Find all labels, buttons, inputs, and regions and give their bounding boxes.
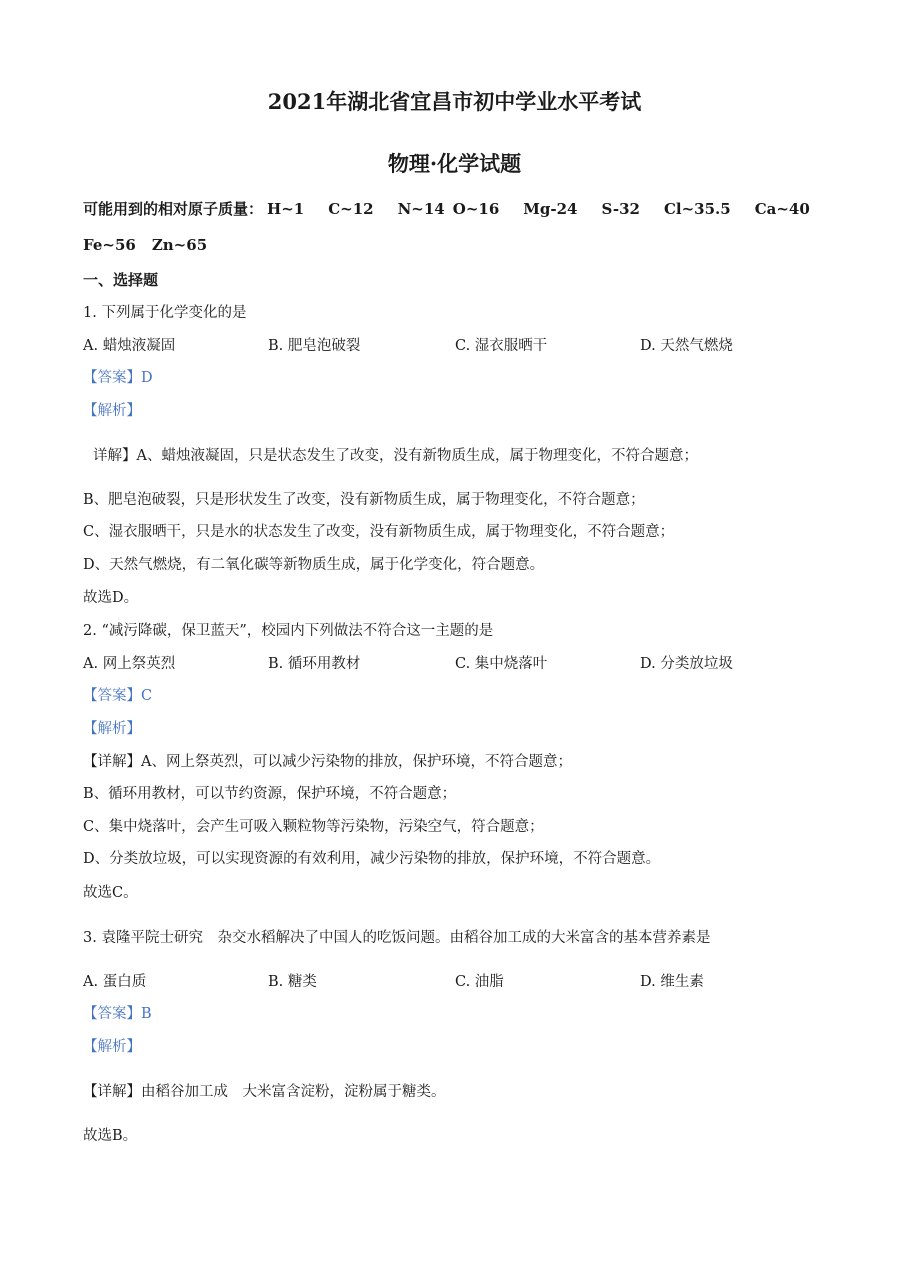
option-b: B. 肥皂泡破裂 bbox=[268, 338, 361, 354]
option-d: D. 维生素 bbox=[640, 974, 704, 990]
question-stem: 2. “减污降碳，保卫蓝天”，校园内下列做法不符合这一主题的是 bbox=[83, 623, 494, 639]
option-d: D. 分类放垃圾 bbox=[640, 656, 733, 672]
analysis-label: 【解析】 bbox=[83, 403, 141, 419]
question-stem: 3. 袁隆平院士研究 杂交水稻解决了中国人的吃饭问题。由稻谷加工成的大米富含的基本营养素是 bbox=[83, 930, 711, 946]
mass-item: N~14 bbox=[397, 200, 445, 218]
mass-item: Zn~65 bbox=[151, 236, 208, 254]
detail-text: C、集中烧落叶，会产生可吸入颗粒物等污染物，污染空气，符合题意； bbox=[83, 819, 544, 835]
conclusion-text: 故选B。 bbox=[83, 1128, 138, 1144]
option-b: B. 循环用教材 bbox=[268, 656, 361, 672]
option-d: D. 天然气燃烧 bbox=[640, 338, 733, 354]
option-c: C. 湿衣服晒干 bbox=[455, 338, 548, 354]
atomic-mass-line-2 bbox=[83, 235, 231, 255]
detail-text: B、肥皂泡破裂，只是形状发生了改变，没有新物质生成，属于物理变化，不符合题意； bbox=[83, 492, 645, 508]
atomic-mass-label: 可能用到的相对原子质量： bbox=[83, 200, 264, 218]
analysis-label: 【解析】 bbox=[83, 1039, 141, 1055]
question-stem: 1. 下列属于化学变化的是 bbox=[83, 305, 247, 321]
conclusion-text: 故选D。 bbox=[83, 590, 139, 606]
detail-text: B、循环用教材，可以节约资源，保护环境，不符合题意； bbox=[83, 786, 457, 802]
detail-text: 详解】A、蜡烛液凝固，只是状态发生了改变，没有新物质生成，属于物理变化，不符合题意； bbox=[93, 448, 698, 464]
mass-item: Fe~56 bbox=[83, 236, 136, 254]
mass-item: Mg-24 bbox=[523, 200, 578, 218]
option-a: A. 蛋白质 bbox=[83, 974, 147, 990]
answer-label: 【答案】B bbox=[83, 1006, 152, 1022]
detail-text: D、分类放垃圾，可以实现资源的有效利用，减少污染物的排放，保护环境，不符合题意。 bbox=[83, 851, 661, 867]
detail-text: C、湿衣服晒干，只是水的状态发生了改变，没有新物质生成，属于物理变化，不符合题意； bbox=[83, 524, 675, 540]
detail-text: 【详解】A、网上祭英烈，可以减少污染物的排放，保护环境，不符合题意； bbox=[83, 754, 572, 770]
atomic-mass-line bbox=[83, 199, 810, 219]
section-heading: 一、选择题 bbox=[83, 271, 159, 289]
mass-item: C~12 bbox=[328, 200, 374, 218]
detail-text: 【详解】由稻谷加工成 大米富含淀粉，淀粉属于糖类。 bbox=[83, 1084, 446, 1100]
mass-item: S-32 bbox=[601, 200, 640, 218]
page-title: 2021年湖北省宜昌市初中学业水平考试 bbox=[267, 89, 642, 114]
mass-item: H~1 bbox=[267, 200, 305, 218]
conclusion-text: 故选C。 bbox=[83, 885, 138, 901]
option-a: A. 网上祭英烈 bbox=[83, 656, 176, 672]
analysis-label: 【解析】 bbox=[83, 721, 141, 737]
option-c: C. 集中烧落叶 bbox=[455, 656, 548, 672]
mass-item: Ca~40 bbox=[754, 200, 810, 218]
page-subtitle: 物理·化学试题 bbox=[387, 151, 522, 176]
mass-item: Cl~35.5 bbox=[663, 200, 731, 218]
answer-label: 【答案】C bbox=[83, 688, 153, 704]
option-a: A. 蜡烛液凝固 bbox=[83, 338, 176, 354]
mass-item: O~16 bbox=[452, 200, 500, 218]
option-c: C. 油脂 bbox=[455, 974, 504, 990]
answer-label: 【答案】D bbox=[83, 370, 153, 386]
detail-text: D、天然气燃烧，有二氧化碳等新物质生成，属于化学变化，符合题意。 bbox=[83, 557, 545, 573]
option-b: B. 糖类 bbox=[268, 974, 317, 990]
